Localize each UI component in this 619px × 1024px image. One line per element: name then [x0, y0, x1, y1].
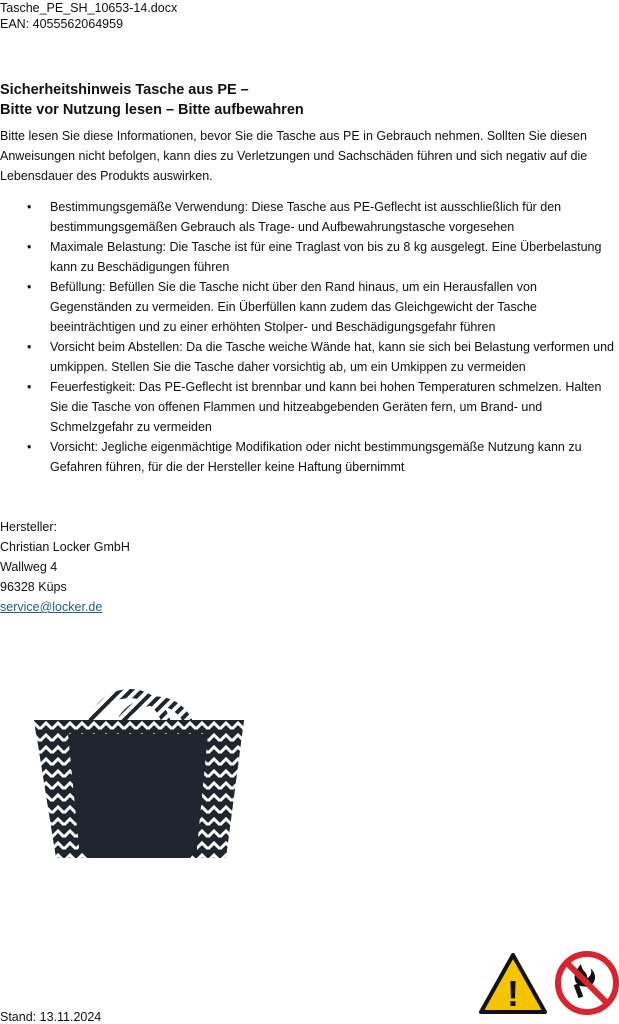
list-item-text: Vorsicht beim Abstellen: Da die Tasche weiche Wände hat, kann sie sich bei Belastung verformen und umkippen. Stellen Sie die Tasche daher vorsichtig ab, um ein Umkippen zu vermeiden: [50, 340, 614, 374]
bullet-dot: •: [27, 380, 32, 394]
woven-bag-photo: [28, 672, 250, 872]
warning-triangle-icon: [478, 952, 548, 1016]
bullet-dot: •: [27, 440, 32, 454]
bullet-dot: •: [27, 200, 32, 214]
manufacturer-street: Wallweg 4: [0, 560, 58, 574]
page-title-line-1: Sicherheitshinweis Tasche aus PE –: [0, 82, 249, 98]
list-item-text: Befüllung: Befüllen Sie die Tasche nicht über den Rand hinaus, um ein Herausfallen von Gegenständen zu vermeiden. Ein Überfüllen kann zudem das Gleichgewicht der Tasche beeinträchtigen und zu einer erhöhten Stolper- und Beschädigungsgefahr führen: [50, 280, 537, 334]
list-item: [0, 277, 618, 337]
document-date: Stand: 13.11.2024: [0, 1010, 102, 1024]
list-item-text: Maximale Belastung: Die Tasche ist für eine Traglast von bis zu 8 kg ausgelegt. Eine Überbelastung kann zu Beschädigungen führen: [50, 240, 602, 274]
page-title-line-2: Bitte vor Nutzung lesen – Bitte aufbewahren: [0, 102, 304, 118]
bullet-dot: •: [27, 240, 32, 254]
list-item: [0, 237, 618, 277]
document-filename: Tasche_PE_SH_10653-14.docx: [0, 1, 178, 15]
list-item: [0, 437, 618, 477]
manufacturer-name: Christian Locker GmbH: [0, 540, 130, 554]
list-item: [0, 377, 618, 437]
list-item-text: Bestimmungsgemäße Verwendung: Diese Tasche aus PE-Geflecht ist ausschließlich für den bestimmungsgemäßen Gebrauch als Trage- und Aufbewahrungstasche vorgesehen: [50, 200, 562, 234]
list-item: [0, 197, 618, 237]
manufacturer-email-link[interactable]: service@locker.de: [0, 600, 103, 614]
intro-paragraph: Bitte lesen Sie diese Informationen, bevor Sie die Tasche aus PE in Gebrauch nehmen. Sollten Sie diesen Anweisungen nicht befolgen, kann dies zu Verletzungen und Sachschäden führen und sich negativ auf die Lebensdauer des Produkts auswirken.: [0, 129, 588, 183]
manufacturer-city: 96328 Küps: [0, 580, 67, 594]
bullet-dot: •: [27, 280, 32, 294]
safety-list: [0, 197, 618, 477]
list-item-text: Feuerfestigkeit: Das PE-Geflecht ist brennbar und kann bei hohen Temperaturen schmelzen. Halten Sie die Tasche von offenen Flammen und hitzeabgebenden Geräten fern, um Brand- und Schmelzgefahr zu vermeiden: [50, 380, 602, 434]
list-item-text: Vorsicht: Jegliche eigenmächtige Modifikation oder nicht bestimmungsgemäße Nutzung kann zu Gefahren führen, für die der Hersteller keine Haftung übernimmt: [50, 440, 582, 474]
warning-exclamation: !: [507, 973, 519, 1014]
ean-code: EAN: 4055562064959: [0, 17, 124, 31]
bullet-dot: •: [27, 340, 32, 354]
manufacturer-label: Hersteller:: [0, 520, 57, 534]
list-item: [0, 337, 618, 377]
no-open-flame-icon: [554, 950, 619, 1016]
